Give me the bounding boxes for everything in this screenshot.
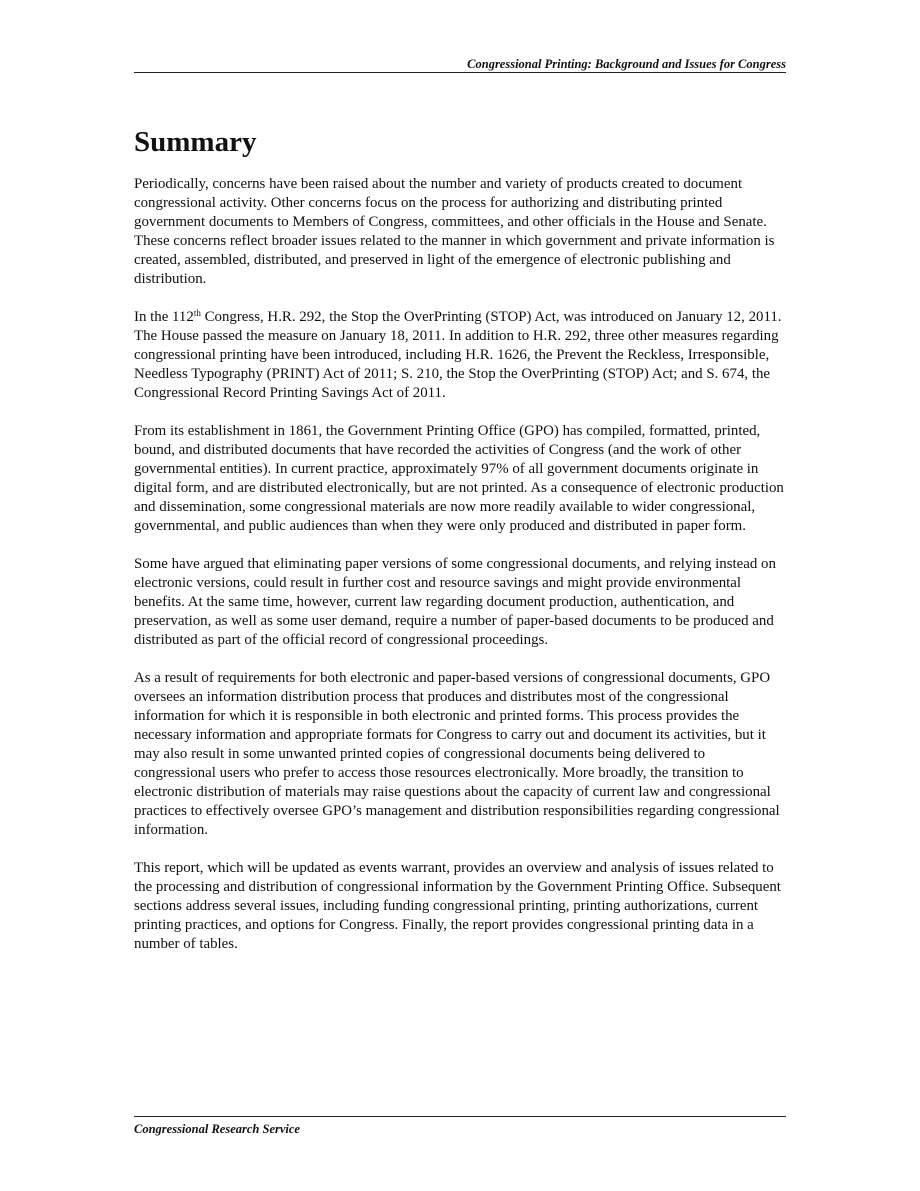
page-title: Summary <box>134 126 257 158</box>
paragraph-2 <box>134 308 786 403</box>
running-header: Congressional Printing: Background and Issues for Congress <box>467 57 786 71</box>
paragraph-5: As a result of requirements for both electronic and paper-based versions of congressional documents, GPO oversees an information distribution process that produces and distributes most of the congressional information for which it is responsible in both electronic and printed forms. This process provides the necessary information and appropriate formats for Congress to carry out and document its activities, but it may also result in some unwanted printed copies of congressional documents being delivered to congressional users who prefer to access those resources electronically. More broadly, the transition to electronic distribution of materials may raise questions about the capacity of current law and congressional practices to effectively oversee GPO’s management and distribution responsibilities regarding congressional information. <box>134 670 780 838</box>
paragraph-6: This report, which will be updated as events warrant, provides an overview and analysis of issues related to the processing and distribution of congressional information by the Government Printing Office. Subsequent sections address several issues, including funding congressional printing, printing authorizations, current printing practices, and options for Congress. Finally, the report provides congressional printing data in a number of tables. <box>134 860 781 952</box>
paragraph-3: From its establishment in 1861, the Government Printing Office (GPO) has compiled, formatted, printed, bound, and distributed documents that have recorded the activities of Congress (and the work of other governmental entities). In current practice, approximately 97% of all government documents originate in digital form, and are distributed electronically, but are not printed. As a consequence of electronic production and dissemination, some congressional materials are now more readily available to wider congressional, governmental, and public audiences than when they were only produced and distributed in paper form. <box>134 423 784 534</box>
running-footer: Congressional Research Service <box>134 1122 300 1136</box>
footer-divider <box>134 1116 786 1117</box>
summary-body <box>134 175 786 973</box>
ordinal-suffix: th <box>193 308 201 318</box>
header-divider <box>134 72 786 73</box>
paragraph-2-lead: In the 112 <box>134 309 194 325</box>
paragraph-4: Some have argued that eliminating paper versions of some congressional documents, and relying instead on electronic versions, could result in further cost and resource savings and might provide environmental benefits. At the same time, however, current law regarding document production, authentication, and preservation, as well as some user demand, require a number of paper-based documents to be produced and distributed as part of the official record of congressional proceedings. <box>134 556 776 648</box>
paragraph-1: Periodically, concerns have been raised about the number and variety of products created to document congressional activity. Other concerns focus on the process for authorizing and distributing printed government documents to Members of Congress, committees, and other officials in the House and Senate. These concerns reflect broader issues related to the manner in which government and private information is created, assembled, distributed, and preserved in light of the emergence of electronic publishing and distribution. <box>134 176 775 287</box>
paragraph-2-rest: Congress, H.R. 292, the Stop the OverPrinting (STOP) Act, was introduced on January 12, 2011. The House passed the measure on January 18, 2011. In addition to H.R. 292, three other measures regarding congressional printing have been introduced, including H.R. 1626, the Prevent the Reckless, Irresponsible, Needless Typography (PRINT) Act of 2011; S. 210, the Stop the OverPrinting (STOP) Act; and S. 674, the Congressional Record Printing Savings Act of 2011. <box>134 309 782 401</box>
